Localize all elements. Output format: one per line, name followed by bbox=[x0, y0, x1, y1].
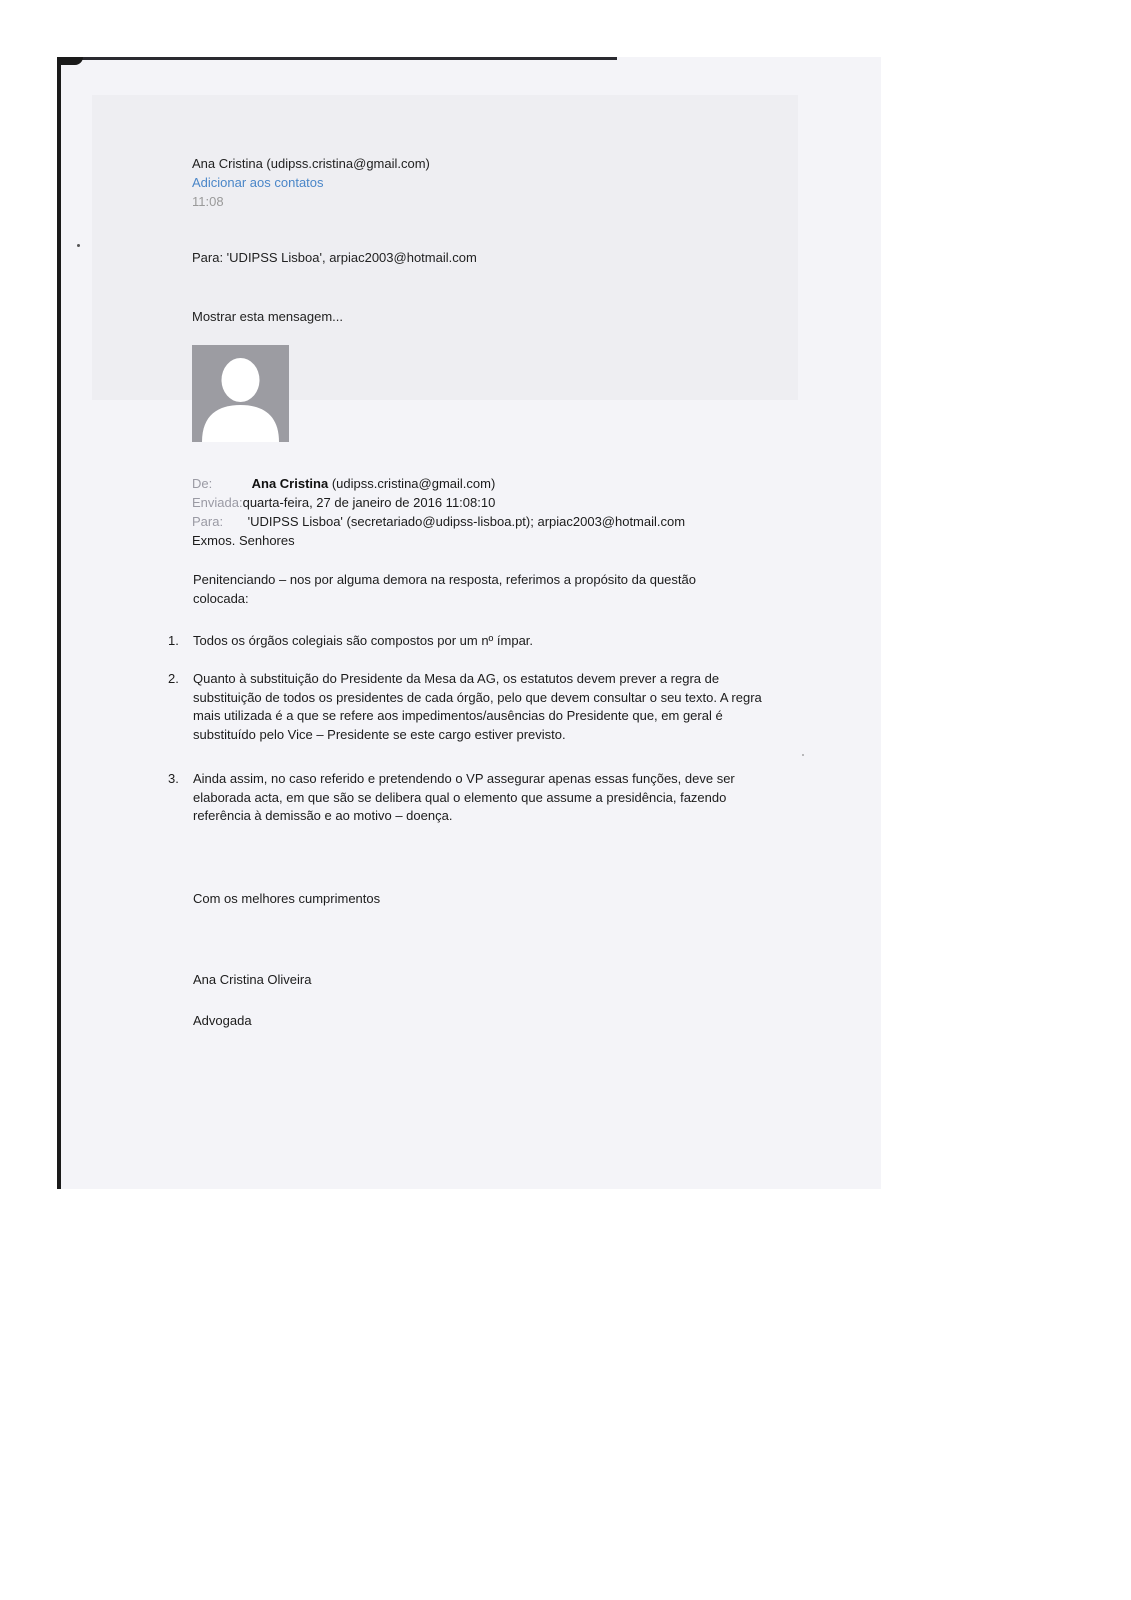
from-address: (udipss.cristina@gmail.com) bbox=[331, 476, 496, 491]
default-user-avatar-icon bbox=[192, 345, 289, 442]
greeting: Exmos. Senhores bbox=[192, 533, 295, 548]
add-to-contacts-link[interactable]: Adicionar aos contatos bbox=[192, 175, 324, 190]
forwarded-to-line bbox=[192, 514, 685, 529]
list-item-text: Quanto à substituição do Presidente da Mesa da AG, os estatutos devem prever a regra de substituição de todos os presidentes de cada órgão, pelo que devem consultar o seu texto. A regra mais utilizada é a que se refere aos impedimentos/ausências do Presidente que, em geral é substituído pelo Vice – Presidente se este cargo estiver previsto. bbox=[193, 671, 762, 742]
show-message-link[interactable]: Mostrar esta mensagem... bbox=[192, 309, 343, 324]
scan-corner-mark bbox=[57, 57, 83, 65]
scan-speck bbox=[802, 754, 804, 756]
closing-line: Com os melhores cumprimentos bbox=[193, 891, 381, 906]
sender-line: Ana Cristina (udipss.cristina@gmail.com) bbox=[192, 156, 430, 171]
forwarded-from-line bbox=[192, 476, 495, 491]
from-name: Ana Cristina bbox=[251, 476, 329, 491]
scan-top-edge bbox=[57, 57, 617, 60]
intro-paragraph: Penitenciando – nos por alguma demora na resposta, referimos a propósito da questão colocada: bbox=[193, 572, 696, 606]
list-item-number: 2. bbox=[168, 671, 179, 686]
signature-name: Ana Cristina Oliveira bbox=[193, 972, 312, 987]
list-item-number: 1. bbox=[168, 633, 179, 648]
recipients-line: Para: 'UDIPSS Lisboa', arpiac2003@hotmail.com bbox=[192, 250, 477, 265]
list-item-text: Ainda assim, no caso referido e pretendendo o VP assegurar apenas essas funções, deve ser elaborada acta, em que são se delibera qual o elemento que assume a presidência, fazendo referência à demissão e ao motivo – doença. bbox=[193, 771, 735, 823]
forwarded-sent-line bbox=[192, 495, 495, 510]
sent-value: quarta-feira, 27 de janeiro de 2016 11:08:10 bbox=[242, 495, 496, 510]
message-time: 11:08 bbox=[192, 194, 224, 209]
sent-label: Enviada: bbox=[192, 495, 243, 510]
scan-speck bbox=[77, 244, 80, 247]
from-label: De: bbox=[192, 476, 213, 491]
to-value: 'UDIPSS Lisboa' (secretariado@udipss-lisboa.pt); arpiac2003@hotmail.com bbox=[247, 514, 686, 529]
list-item-number: 3. bbox=[168, 771, 179, 786]
list-item-text: Todos os órgãos colegiais são compostos por um nº ímpar. bbox=[193, 633, 534, 648]
signature-role: Advogada bbox=[193, 1013, 252, 1028]
to-label: Para: bbox=[192, 514, 224, 529]
